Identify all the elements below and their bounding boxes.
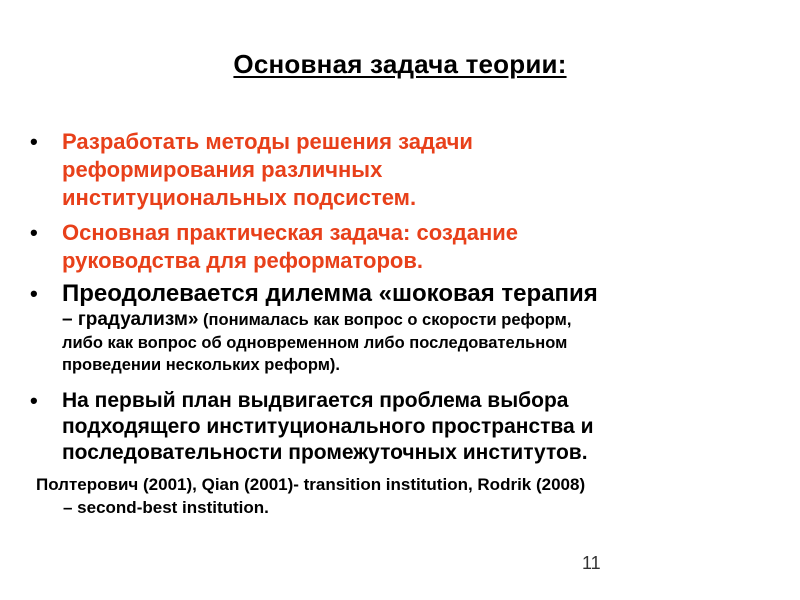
bullet-marker: • (30, 129, 38, 154)
bullet-3-line-4: проведении нескольких реформ). (62, 356, 341, 374)
bullet-3-line-2-main: – градуализм» (62, 309, 199, 330)
bullet-item-4 (28, 388, 768, 466)
bullet-item-2 (28, 219, 768, 275)
references (36, 473, 776, 519)
bullet-2-line-2: руководства для реформаторов. (62, 248, 423, 273)
bullet-1-line-2: реформирования различных (62, 157, 383, 182)
bullet-item-1 (28, 128, 768, 212)
bullet-4-line-2: подходящего институционального пространства и (62, 415, 594, 438)
bullet-4-line-3: последовательности промежуточных институтов. (62, 441, 588, 464)
bullet-marker: • (30, 388, 38, 413)
bullet-3-line-2 (62, 306, 768, 332)
bullet-1-line-1: Разработать методы решения задачи (62, 129, 473, 154)
bullet-3-line-2-small: (понималась как вопрос о скорости реформ, (198, 311, 572, 329)
bullet-marker: • (30, 220, 38, 245)
bullet-3-line-1: Преодолевается дилемма «шоковая терапия (62, 280, 598, 307)
bullet-item-3 (28, 282, 768, 376)
references-line-1: Полтерович (2001), Qian (2001)- transition institution, Rodrik (2008) (36, 475, 586, 494)
bullet-list (28, 128, 768, 473)
bullet-4-line-1: На первый план выдвигается проблема выбора (62, 389, 569, 412)
slide-title: Основная задача теории: (233, 49, 567, 79)
bullet-marker: • (30, 281, 38, 306)
bullet-3-line-3: либо как вопрос об одновременном либо последовательном (62, 334, 568, 352)
page-number: 11 (582, 553, 601, 573)
bullet-1-line-3: институциональных подсистем. (62, 185, 417, 210)
bullet-2-line-1: Основная практическая задача: создание (62, 220, 519, 245)
references-line-2: – second-best institution. (63, 498, 269, 517)
